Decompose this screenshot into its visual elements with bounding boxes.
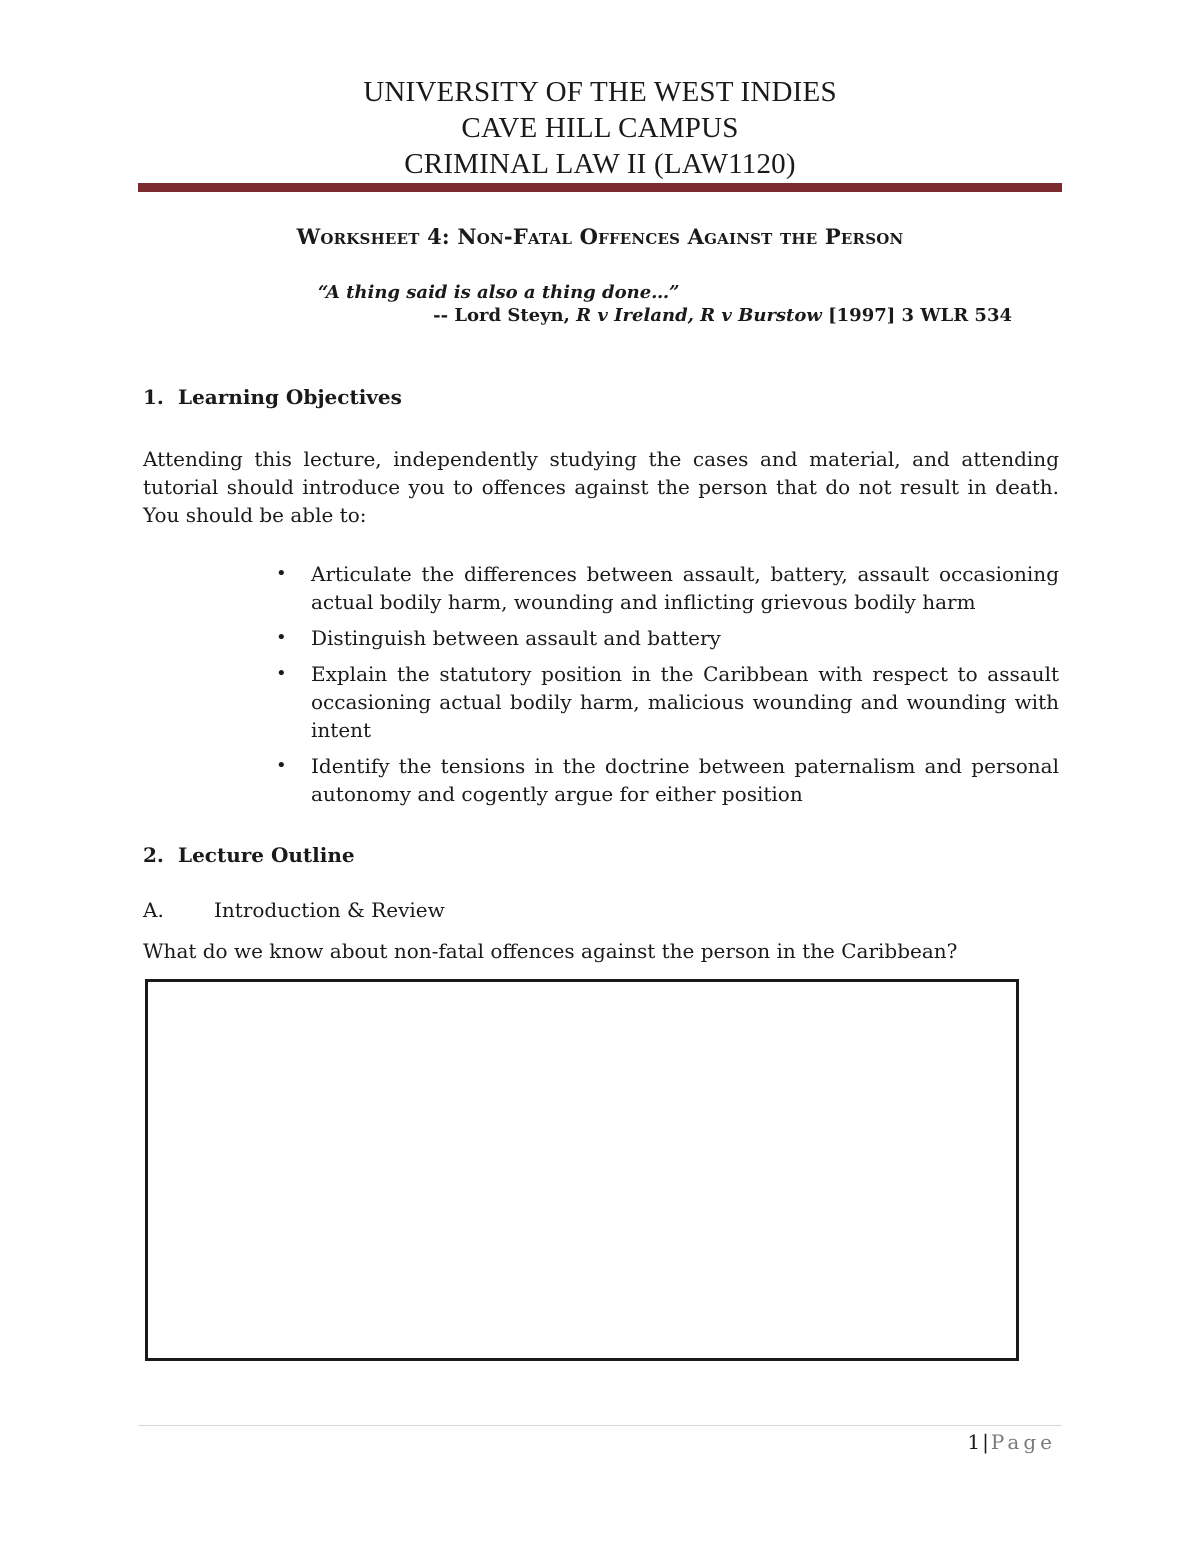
subsection-a-heading [143, 898, 445, 922]
epigraph-attribution [433, 305, 1012, 326]
course-name: CRIMINAL LAW II (LAW1120) [404, 148, 796, 180]
list-item [272, 560, 1059, 616]
subsection-letter: A. [143, 898, 164, 922]
answer-box[interactable] [145, 979, 1019, 1361]
section-1-number: 1. [143, 385, 164, 409]
bullet-icon: • [276, 563, 287, 584]
subsection-title: Introduction & Review [214, 898, 445, 922]
worksheet-title: Worksheet 4: Non-Fatal Offences Against the Person [296, 224, 904, 249]
footer-divider [138, 1425, 1062, 1426]
section-2-number: 2. [143, 843, 164, 867]
objective-text: Distinguish between assault and battery [311, 626, 721, 650]
objective-text: Identify the tensions in the doctrine between paternalism and personal autonomy and cogently argue for either position [311, 754, 1059, 806]
list-item [272, 660, 1059, 744]
campus-name: CAVE HILL CAMPUS [461, 112, 739, 144]
section-2-heading [143, 843, 355, 867]
objective-text: Articulate the differences between assault, battery, assault occasioning actual bodily harm, wounding and inflicting grievous bodily harm [311, 562, 1059, 614]
university-name: UNIVERSITY OF THE WEST INDIES [363, 76, 837, 108]
page-footer [967, 1430, 1056, 1454]
bullet-icon: • [276, 755, 287, 776]
section-1-heading [143, 385, 402, 409]
footer-separator: | [982, 1430, 989, 1454]
page-label: Page [990, 1430, 1056, 1454]
review-question: What do we know about non-fatal offences against the person in the Caribbean? [143, 939, 958, 963]
bullet-icon: • [276, 627, 287, 648]
list-item [272, 624, 1059, 652]
objectives-list [272, 560, 1059, 816]
attribution-case-names: R v Ireland, R v Burstow [576, 305, 822, 326]
objectives-intro: Attending this lecture, independently studying the cases and material, and attending tutorial should introduce you to offences against the person that do not result in death. You should be able to: [143, 447, 1059, 527]
page-number: 1 [967, 1430, 981, 1454]
attribution-citation: [1997] 3 WLR 534 [821, 305, 1012, 326]
section-1-title: Learning Objectives [178, 385, 402, 409]
header-divider [138, 183, 1062, 192]
attribution-prefix: -- Lord Steyn, [433, 305, 577, 326]
document-header [0, 74, 1200, 182]
section-2-title: Lecture Outline [178, 843, 355, 867]
epigraph-quote: “A thing said is also a thing done…” [318, 282, 680, 303]
objective-text: Explain the statutory position in the Caribbean with respect to assault occasioning actual bodily harm, malicious wounding and wounding with intent [311, 662, 1059, 742]
bullet-icon: • [276, 663, 287, 684]
list-item [272, 752, 1059, 808]
